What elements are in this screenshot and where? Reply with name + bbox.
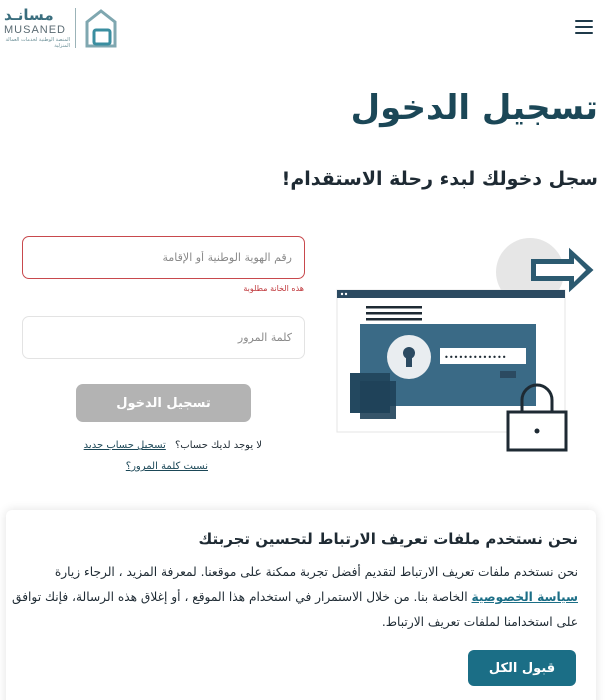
hamburger-menu-icon[interactable] — [573, 17, 595, 37]
login-button[interactable]: تسجيل الدخول — [76, 384, 251, 422]
musaned-logo[interactable] — [4, 6, 120, 50]
masked-password-text: ••••••••••••• — [444, 353, 507, 362]
cookie-consent-banner — [6, 510, 596, 700]
national-id-input[interactable] — [22, 236, 305, 279]
no-account-row — [84, 440, 262, 451]
no-account-text: لا يوجد لديك حساب؟ — [175, 440, 262, 451]
cookie-text-part1: نحن نستخدم ملفات تعريف الارتباط لتقديم أفضل تجربة ممكنة على موقعنا. لمعرفة المزيد ، الرجاء زيارة — [54, 565, 578, 579]
forgot-password-link[interactable]: نسيت كلمة المرور؟ — [125, 461, 208, 472]
page-subtitle: سجل دخولك لبدء رحلة الاستقدام! — [281, 168, 598, 190]
cookie-text-part2: الخاصة بنا. من خلال الاستمرار في استخدام هذا الموقع ، أو إغلاق هذه الرسالة، فإنك توافق على استخدامنا لملفات تعريف الارتباط. — [12, 590, 578, 629]
register-link[interactable]: تسجيل حساب جديد — [83, 440, 166, 451]
site-header — [0, 0, 614, 56]
cookie-title: نحن نستخدم ملفات تعريف الارتباط لتحسين تجربتك — [198, 530, 578, 548]
cookie-description — [12, 560, 578, 635]
house-logo-icon — [84, 8, 118, 48]
privacy-policy-link[interactable]: سياسة الخصوصية — [471, 590, 578, 604]
required-field-error: هذه الخانة مطلوبة — [243, 284, 304, 293]
logo-english-text: MUSANED — [4, 24, 67, 36]
logo-divider — [75, 8, 76, 48]
accept-all-cookies-button[interactable]: قبول الكل — [468, 650, 576, 686]
logo-arabic-text: مسانـد — [4, 6, 54, 24]
password-input[interactable] — [22, 316, 305, 359]
login-illustration — [330, 236, 600, 461]
page-title: تسجيل الدخول — [350, 88, 598, 128]
logo-tagline: المنصة الوطنية لخدمات العمالة المنزلية — [5, 37, 70, 49]
